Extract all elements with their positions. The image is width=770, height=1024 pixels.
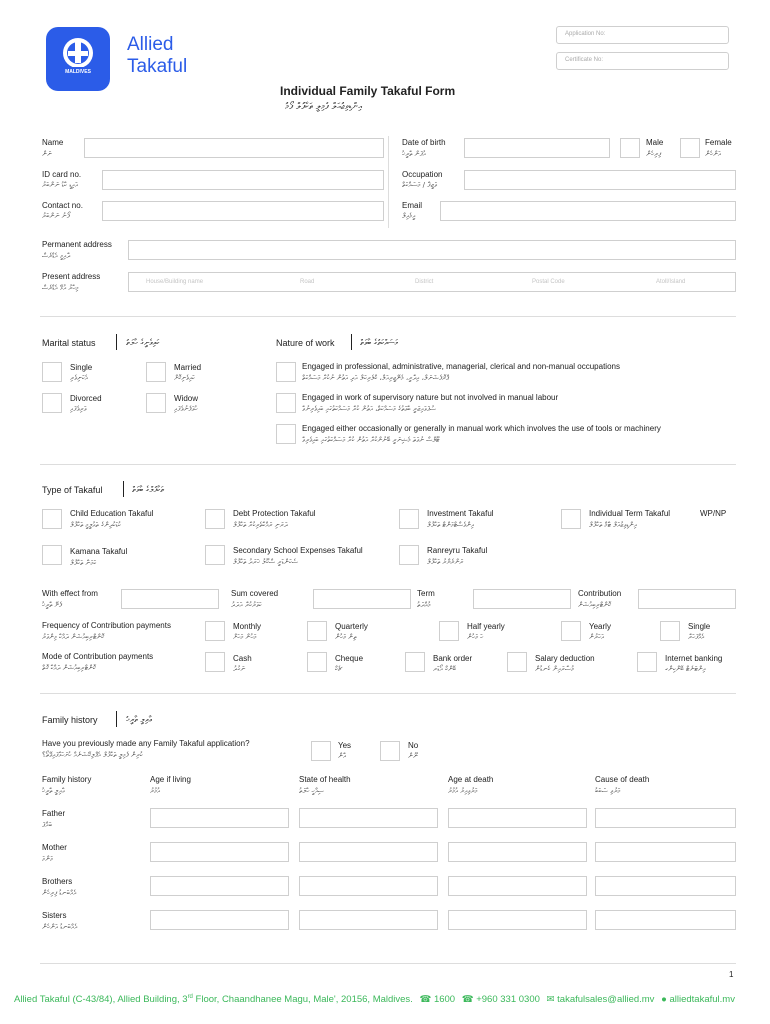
debt-protection-label: Debt Protection Takaful — [233, 509, 316, 518]
column-divider — [388, 136, 389, 228]
page-number: 1 — [729, 970, 734, 979]
placeholder-postal: Postal Code — [532, 279, 565, 285]
yearly-label: Yearly — [589, 622, 611, 631]
name-label-dv: ނަން — [42, 150, 52, 158]
brand-name-line2: Takaful — [127, 56, 188, 77]
contact-label-dv: ފޯނު ނަންބަރު — [42, 212, 70, 220]
single-checkbox[interactable] — [42, 362, 62, 382]
contribution-field[interactable] — [638, 589, 736, 609]
occupation-field[interactable] — [464, 170, 736, 190]
internet-banking-label: Internet banking — [665, 654, 723, 663]
brothers-label: Brothers — [42, 877, 73, 886]
placeholder-atoll: Atoll/Island — [656, 279, 686, 285]
bank-order-checkbox[interactable] — [405, 652, 425, 672]
father-label-dv: ބައްޕަ — [42, 821, 53, 829]
sisters-label-dv: އެއްބަނޑު އަންހެން — [42, 923, 78, 931]
halfyearly-checkbox[interactable] — [439, 621, 459, 641]
sum-label: Sum covered — [231, 589, 279, 598]
kamana-checkbox[interactable] — [42, 545, 62, 565]
salary-deduction-label: Salary deduction — [535, 654, 595, 663]
male-label: Male — [646, 138, 664, 147]
form-title: Individual Family Takaful Form — [280, 84, 456, 98]
brand-name-line1: Allied — [127, 34, 174, 55]
contact-field[interactable] — [102, 201, 384, 221]
work-option-2-checkbox[interactable] — [276, 393, 296, 413]
present-address-label: Present address — [42, 272, 101, 281]
salary-deduction-checkbox[interactable] — [507, 652, 527, 672]
dob-field[interactable] — [464, 138, 610, 158]
quarterly-label-dv: ތިން މަހުން — [335, 633, 357, 641]
monthly-checkbox[interactable] — [205, 621, 225, 641]
column-age-death-dv: މަރުވިއިރު އުމުރު — [448, 787, 478, 795]
mode-label: Mode of Contribution payments — [42, 652, 154, 661]
separator — [116, 334, 117, 350]
work-heading-dv: މަސައްކަތުގެ ބާވަތް — [360, 338, 399, 347]
brothers-health-field[interactable] — [299, 876, 438, 896]
salary-deduction-label-dv: މުސާރައިން ކެނޑުން — [535, 665, 574, 673]
male-label-dv: ފިރިހެން — [646, 150, 661, 158]
work-option-2-label: Engaged in work of supervisory nature but not involved in manual labour — [302, 393, 559, 402]
sum-field[interactable] — [313, 589, 411, 609]
placeholder-district: District — [415, 279, 434, 285]
effect-field[interactable] — [121, 589, 219, 609]
monthly-label-dv: މަހުން މަހަށް — [233, 633, 257, 641]
sisters-age-field[interactable] — [150, 910, 289, 930]
female-label: Female — [705, 138, 732, 147]
sisters-age-death-field[interactable] — [448, 910, 587, 930]
cash-label-dv: ނަގުދު — [233, 665, 246, 673]
married-checkbox[interactable] — [146, 362, 166, 382]
no-checkbox[interactable] — [380, 741, 400, 761]
occupation-label-dv: ވަޒީފާ / މަސައްކަތް — [402, 181, 438, 189]
father-cause-field[interactable] — [595, 808, 736, 828]
logo-badge: MALDIVES — [65, 69, 91, 75]
individual-term-checkbox[interactable] — [561, 509, 581, 529]
father-age-field[interactable] — [150, 808, 289, 828]
brothers-age-field[interactable] — [150, 876, 289, 896]
female-checkbox[interactable] — [680, 138, 700, 158]
email-field[interactable] — [440, 201, 736, 221]
bank-order-label: Bank order — [433, 654, 473, 663]
divider — [40, 464, 736, 465]
globe-icon: ● — [661, 994, 667, 1006]
column-family-history: Family history — [42, 775, 92, 784]
cash-checkbox[interactable] — [205, 652, 225, 672]
column-family-history-dv: ޢާއިލީ ތާރީޚު — [42, 787, 65, 795]
logo — [46, 27, 110, 91]
previous-application-question-dv: ކުރިން ފެމިލީ ތަކާފުލް އެޕްލިކޭޝަނެއް ހުށަހަޅާފައިވޭތޯ؟ — [42, 751, 143, 759]
form-title-dv: އިންޑިވިޖުއަލް ފެމިލީ ތަކާފުލް ފޯމު — [285, 102, 362, 112]
application-no-field[interactable] — [556, 26, 729, 44]
sisters-label: Sisters — [42, 911, 67, 920]
cheque-label: Cheque — [335, 654, 364, 663]
effect-label-dv: ފެށޭ ތާރީޚު — [42, 601, 62, 609]
certificate-no-label: Certificate No: — [565, 57, 604, 63]
contribution-label-dv: ކޮންޓްރިބިއުޝަން — [578, 601, 611, 609]
placeholder-road: Road — [300, 279, 315, 285]
ranreyru-label-dv: ރަންރެޔްރު ތަކާފުލް — [427, 558, 464, 566]
column-health: State of health — [299, 775, 351, 784]
bank-order-label-dv: ބޭންކް އޯޑަރ — [433, 665, 457, 673]
cash-label: Cash — [233, 654, 252, 663]
widow-label-dv: ހުވަފެނުވެފައި — [174, 405, 198, 413]
separator — [351, 334, 352, 350]
brothers-age-death-field[interactable] — [448, 876, 587, 896]
footer-bar — [14, 994, 735, 1005]
footer-address-rest: Floor, Chaandhanee Magu, Male', 20156, Maldives. — [192, 994, 413, 1006]
permanent-address-field[interactable] — [128, 240, 736, 260]
investment-label-dv: އިންވެސްޓްމަންޓް ތަކާފުލް — [427, 521, 474, 529]
email-icon: ✉ — [546, 994, 555, 1006]
single-label: Single — [70, 363, 93, 372]
married-label-dv: ކައިވެނިކޮށް — [174, 374, 195, 382]
ranreyru-checkbox[interactable] — [399, 545, 419, 565]
cheque-label-dv: ޗެކް — [335, 665, 343, 673]
quarterly-label: Quarterly — [335, 622, 368, 631]
internet-banking-label-dv: އިންޓަނެޓް ބޭންކިންގ — [665, 665, 706, 673]
work-option-1-label: Engaged in professional, administrative, managerial, clerical and non-manual occupations — [302, 362, 620, 371]
column-age-death: Age at death — [448, 775, 494, 784]
father-health-field[interactable] — [299, 808, 438, 828]
email-label: Email — [402, 201, 423, 210]
internet-banking-checkbox[interactable] — [637, 652, 657, 672]
history-heading-dv: ޢާއިލީ ތާރީޚު — [126, 715, 153, 724]
column-age-living: Age if living — [150, 775, 191, 784]
work-option-2-label-dv: ސުޕަވައިޒަރީ ބާވަތުގެ މަސައްކަތް، އަތުން ކުރާ މަސައްކަތުގައި ބައިވެރިނުވާ — [302, 405, 437, 413]
investment-label: Investment Takaful — [427, 509, 494, 518]
brothers-cause-field[interactable] — [595, 876, 736, 896]
separator — [123, 481, 124, 497]
brothers-label-dv: އެއްބަނޑު ފިރިހެން — [42, 889, 77, 897]
name-field[interactable] — [84, 138, 384, 158]
work-option-3-checkbox[interactable] — [276, 424, 296, 444]
work-option-1-checkbox[interactable] — [276, 362, 296, 382]
footer-address: Allied Takaful (C-43/84), Allied Building, 3 — [14, 994, 188, 1006]
divider — [40, 963, 736, 964]
father-label: Father — [42, 809, 66, 818]
single-payment-label-dv: އެއްފަހަރާ — [688, 633, 705, 641]
female-label-dv: އަންހެން — [705, 150, 721, 158]
certificate-no-field[interactable] — [556, 52, 729, 70]
debt-protection-checkbox[interactable] — [205, 509, 225, 529]
phone-icon: ☎ — [419, 994, 432, 1006]
previous-application-question: Have you previously made any Family Takaful application? — [42, 739, 250, 748]
work-option-3-label-dv: ޓޫލްސް ނުވަތަ މެޝިނަރީ ބޭނުންކުރާ އަތުން ކުރާ މަސައްކަތުގައި ބައިވެރިވާ — [302, 436, 440, 444]
takaful-heading: Type of Takaful — [42, 485, 103, 495]
frequency-label-dv: ކޮންޓްރިބިއުޝަން ދައްކާ މިންވަރު — [42, 633, 105, 641]
child-education-label-dv: ކުޑަކުދިންގެ ތަޢުލީމީ ތަކާފުލް — [70, 521, 121, 529]
dob-label-dv: އުފަން ތާރީޚު — [402, 150, 426, 158]
id-label: ID card no. — [42, 170, 82, 179]
sisters-health-field[interactable] — [299, 910, 438, 930]
halfyearly-label-dv: ހަ މަހުން — [467, 633, 484, 641]
mode-label-dv: ކޮންޓްރިބިއުޝަން ދައްކާ ގޮތް — [42, 664, 96, 672]
secondary-school-label-dv: ސެކަންޑަރީ ސްކޫލު ޚަރަދު ތަކާފުލް — [233, 558, 299, 566]
father-age-death-field[interactable] — [448, 808, 587, 828]
investment-checkbox[interactable] — [399, 509, 419, 529]
kamana-label: Kamana Takaful — [70, 547, 128, 556]
marital-heading: Marital status — [42, 338, 96, 348]
work-heading: Nature of work — [276, 338, 335, 348]
effect-label: With effect from — [42, 589, 98, 598]
permanent-address-label-dv: ދާއިމީ އެޑްރެސް — [42, 252, 71, 260]
email-label-dv: އީމެއިލް — [402, 212, 416, 220]
widow-label: Widow — [174, 394, 199, 403]
term-label-dv: މުއްދަތު — [417, 601, 431, 609]
divorced-label: Divorced — [70, 394, 102, 403]
wpnp-label: WP/NP — [700, 509, 727, 518]
divorced-label-dv: ވަރިވެފައި — [70, 405, 87, 413]
footer-address-sup: rd — [187, 994, 193, 1000]
no-label: No — [408, 741, 419, 750]
mother-label-dv: މަންމަ — [42, 855, 53, 863]
history-heading: Family history — [42, 715, 98, 725]
single-label-dv: އެކަނިވެރި — [70, 374, 88, 382]
mother-label: Mother — [42, 843, 67, 852]
column-cause-death: Cause of death — [595, 775, 650, 784]
placeholder-house: House/Building name — [146, 279, 204, 285]
marital-heading-dv: ކައިވެނީގެ ހާލަތު — [126, 338, 160, 347]
mother-health-field[interactable] — [299, 842, 438, 862]
divider — [40, 316, 736, 317]
no-label-dv: ނޫން — [408, 752, 418, 760]
column-cause-death-dv: މަރުވި ސަބަބު — [595, 787, 621, 795]
individual-term-label-dv: އިންޑިވިޖުއަލް ޓާމް ތަކާފުލް — [589, 521, 637, 529]
sisters-cause-field[interactable] — [595, 910, 736, 930]
divorced-checkbox[interactable] — [42, 393, 62, 413]
term-field[interactable] — [473, 589, 571, 609]
individual-term-label: Individual Term Takaful — [589, 509, 671, 518]
yes-checkbox[interactable] — [311, 741, 331, 761]
separator — [116, 711, 117, 727]
debt-protection-label-dv: ދަރަނި ރައްކާތެރިކުރާ ތަކާފުލް — [233, 521, 288, 529]
contact-label: Contact no. — [42, 201, 83, 210]
id-field[interactable] — [102, 170, 384, 190]
divider — [40, 693, 736, 694]
name-label: Name — [42, 138, 64, 147]
mother-age-field[interactable] — [150, 842, 289, 862]
monthly-label: Monthly — [233, 622, 262, 631]
single-payment-checkbox[interactable] — [660, 621, 680, 641]
contribution-label: Contribution — [578, 589, 622, 598]
yes-label-dv: އާން — [338, 752, 347, 760]
quarterly-checkbox[interactable] — [307, 621, 327, 641]
phone-icon: ☎ — [461, 994, 474, 1006]
takaful-heading-dv: ތަކާފުލްގެ ބާވަތް — [132, 485, 164, 494]
dob-label: Date of birth — [402, 138, 446, 147]
single-payment-label: Single — [688, 622, 711, 631]
mother-age-death-field[interactable] — [448, 842, 587, 862]
cheque-checkbox[interactable] — [307, 652, 327, 672]
secondary-school-label: Secondary School Expenses Takaful — [233, 546, 363, 555]
child-education-label: Child Education Takaful — [70, 509, 154, 518]
column-age-living-dv: އުމުރު — [150, 787, 161, 795]
footer-web[interactable]: alliedtakaful.mv — [669, 994, 735, 1006]
logo-emblem-icon — [46, 27, 110, 91]
footer-phone2[interactable]: +960 331 0300 — [476, 994, 540, 1006]
work-option-3-label: Engaged either occasionally or generally in manual work which involves the use of tools or machinery — [302, 424, 661, 433]
footer-phone1[interactable]: 1600 — [433, 994, 456, 1006]
frequency-label: Frequency of Contribution payments — [42, 621, 171, 630]
yearly-checkbox[interactable] — [561, 621, 581, 641]
halfyearly-label: Half yearly — [467, 622, 505, 631]
column-health-dv: ސިއްހީ ހާލަތު — [299, 787, 324, 795]
male-checkbox[interactable] — [620, 138, 640, 158]
yearly-label-dv: އަހަރުން — [589, 633, 604, 641]
term-label: Term — [417, 589, 435, 598]
sum-label-dv: ކަވަރުކުރާ އަދަދު — [231, 601, 262, 609]
present-address-label-dv: މިހާރު އުޅޭ އެޑްރެސް — [42, 284, 79, 292]
work-option-1-label-dv: ޕްރޮފެޝަނަލް، އިދާރީ، މެނޭޖީރިއަލް، ކްލެރިކަލް އަދި އަތުން ނުކުރާ މަސައްކަތް — [302, 374, 449, 382]
permanent-address-label: Permanent address — [42, 240, 112, 249]
application-no-label: Application No: — [565, 31, 606, 37]
id-label-dv: އައިޑީ ކާޑު ނަންބަރު — [42, 181, 79, 189]
widow-checkbox[interactable] — [146, 393, 166, 413]
ranreyru-label: Ranreyru Takaful — [427, 546, 488, 555]
kamana-label-dv: ކަމަނާ ތަކާފުލް — [70, 559, 97, 567]
mother-cause-field[interactable] — [595, 842, 736, 862]
secondary-school-checkbox[interactable] — [205, 545, 225, 565]
yes-label: Yes — [338, 741, 352, 750]
married-label: Married — [174, 363, 202, 372]
child-education-checkbox[interactable] — [42, 509, 62, 529]
footer-email[interactable]: takafulsales@allied.mv — [557, 994, 655, 1006]
occupation-label: Occupation — [402, 170, 443, 179]
